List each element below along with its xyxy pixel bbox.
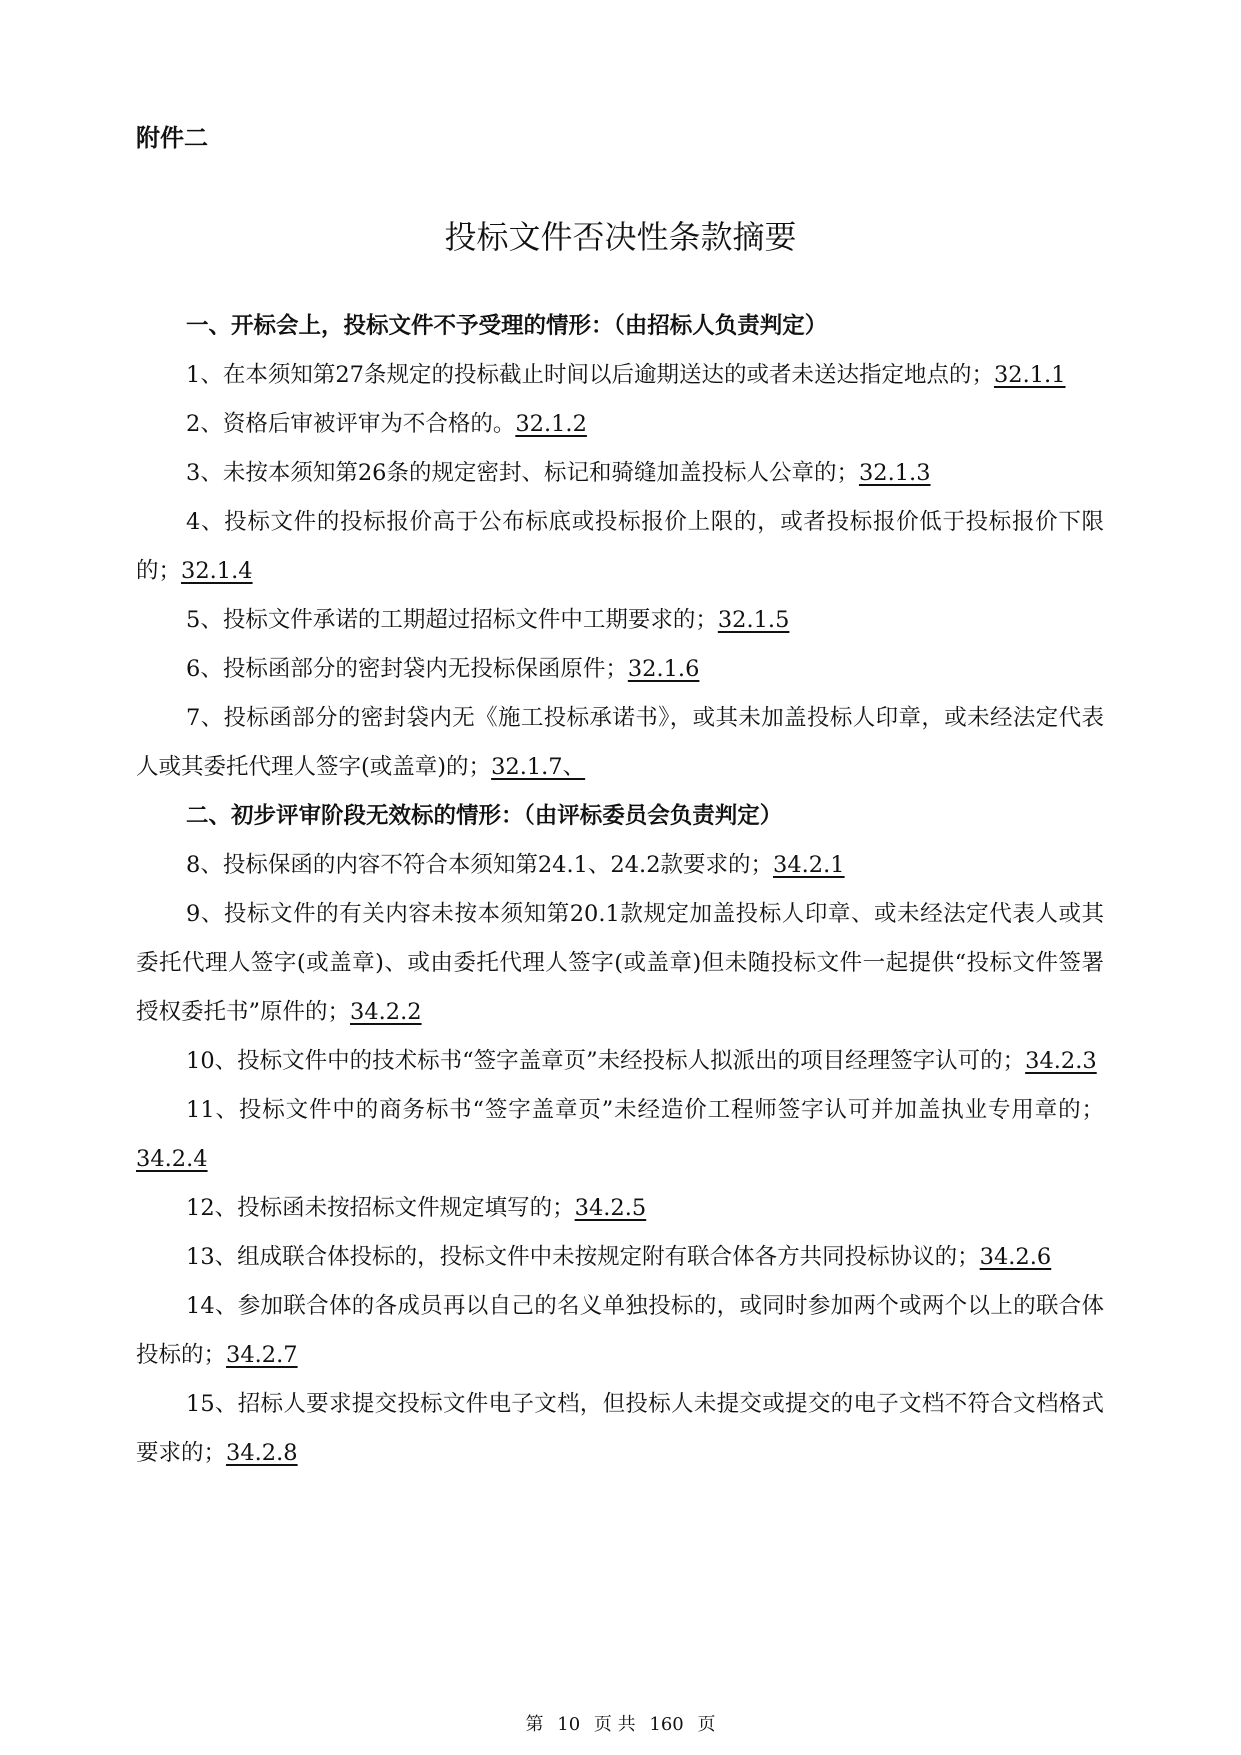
- page-number: 10: [557, 1714, 581, 1735]
- clause-item: 10、投标文件中的技术标书“签字盖章页”未经投标人拟派出的项目经理签字认可的；34.2.3: [186, 1048, 1097, 1074]
- clause-ref: 34.2.2: [350, 999, 422, 1025]
- clause-ref: 32.1.5: [717, 607, 790, 633]
- clause-item: 7、投标函部分的密封袋内无《施工投标承诺书》，或其未加盖投标人印章，或未经法定代表人或其委托代理人签字(或盖章)的；32.1.7、: [136, 705, 1104, 780]
- clause-ref: 34.2.5: [574, 1195, 647, 1221]
- clause-item: 4、投标文件的投标报价高于公布标底或投标报价上限的，或者投标报价低于投标报价下限的；32.1.4: [136, 509, 1104, 584]
- clause-ref: 32.1.6: [627, 656, 700, 682]
- clause-ref: 32.1.2: [515, 411, 587, 437]
- document-body: [136, 302, 1104, 1478]
- clause-ref: 34.2.8: [226, 1440, 298, 1466]
- footer-prefix: 第: [525, 1714, 544, 1735]
- section-heading: 二、初步评审阶段无效标的情形：（由评标委员会负责判定）: [186, 803, 783, 829]
- footer-middle: 页 共: [593, 1714, 636, 1735]
- clause-item: 12、投标函未按招标文件规定填写的；34.2.5: [186, 1195, 647, 1221]
- clause-item: 1、在本须知第27条规定的投标截止时间以后逾期送达的或者未送达指定地点的；32.1.1: [186, 362, 1066, 388]
- clause-ref: 32.1.4: [181, 558, 253, 584]
- clause-ref: 32.1.1: [993, 362, 1066, 388]
- clause-item: 13、组成联合体投标的，投标文件中未按规定附有联合体各方共同投标协议的；34.2.6: [186, 1244, 1052, 1270]
- clause-ref: 34.2.1: [773, 852, 845, 878]
- annex-label: 附件二: [136, 124, 208, 152]
- clause-ref: 32.1.3: [858, 460, 931, 486]
- clause-ref: 34.2.7: [226, 1342, 298, 1368]
- document-title: 投标文件否决性条款摘要: [444, 218, 797, 256]
- clause-item: 14、参加联合体的各成员再以自己的名义单独投标的，或同时参加两个或两个以上的联合体投标的；34.2.7: [136, 1293, 1104, 1368]
- clause-item: 6、投标函部分的密封袋内无投标保函原件；32.1.6: [186, 656, 700, 682]
- clause-item: 3、未按本须知第26条的规定密封、标记和骑缝加盖投标人公章的；32.1.3: [186, 460, 931, 486]
- clause-item: 2、资格后审被评审为不合格的。32.1.2: [186, 411, 587, 437]
- clause-item: 8、投标保函的内容不符合本须知第24.1、24.2款要求的；34.2.1: [186, 852, 845, 878]
- clause-ref: 34.2.6: [979, 1244, 1052, 1270]
- page-total: 160: [649, 1714, 684, 1735]
- clause-item: 5、投标文件承诺的工期超过招标文件中工期要求的；32.1.5: [186, 607, 790, 633]
- clause-ref: 34.2.4: [136, 1146, 208, 1172]
- page-footer: [0, 1710, 1241, 1736]
- clause-item: 11、投标文件中的商务标书“签字盖章页”未经造价工程师签字认可并加盖执业专用章的；34.2.4: [136, 1097, 1104, 1172]
- section-heading: 一、开标会上，投标文件不予受理的情形：（由招标人负责判定）: [186, 313, 828, 339]
- clause-ref: 34.2.3: [1025, 1048, 1097, 1074]
- footer-suffix: 页: [697, 1714, 716, 1735]
- clause-item: 9、投标文件的有关内容未按本须知第20.1款规定加盖投标人印章、或未经法定代表人或其委托代理人签字(或盖章)、或由委托代理人签字(或盖章)但未随投标文件一起提供“投标文件签署授权委托书”原件的；34.2.2: [136, 901, 1104, 1025]
- clause-item: 15、招标人要求提交投标文件电子文档，但投标人未提交或提交的电子文档不符合文档格式要求的；34.2.8: [136, 1391, 1104, 1466]
- clause-ref: 32.1.7、: [491, 754, 586, 780]
